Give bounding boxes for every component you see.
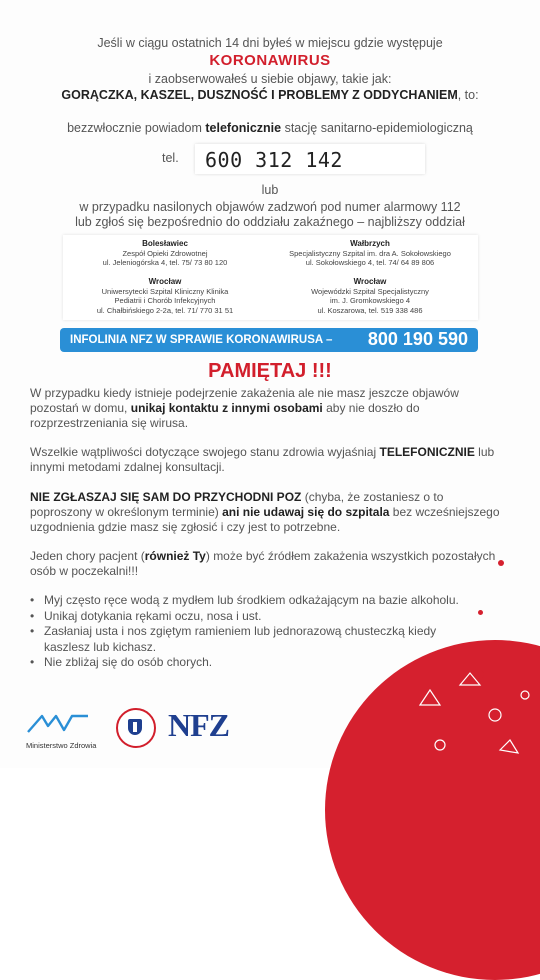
or-text: lub xyxy=(261,183,279,197)
p3-text: (chyba, że zostaniesz o to poproszony w określonym terminie) xyxy=(30,490,444,519)
phone-number: 600 312 142 xyxy=(205,148,343,172)
hospital-address: ul. Jeleniogórska 4, tel. 75/ 73 80 120 xyxy=(102,258,228,267)
list-item-text: Myj często ręce wodą z mydłem lub środkiem odkażającym na bazie alkoholu. xyxy=(44,593,459,607)
ministry-logo xyxy=(26,712,106,752)
remember-heading: PAMIĘTAJ !!! xyxy=(208,360,332,382)
hospital-name: Uniwersytecki Szpital Kliniczny Klinika xyxy=(101,286,229,296)
hotline-label: INFOLINIA NFZ W SPRAWIE KORONAWIRUSA – xyxy=(70,334,333,346)
hospital-address: ul. Koszarowa, tel. 519 338 486 xyxy=(317,305,423,315)
hospital-city: Wrocław xyxy=(353,277,387,286)
hospital-name: Zespół Opieki Zdrowotnej xyxy=(122,248,208,258)
p1-text: W przypadku kiedy istnieje podejrzenie zakażenia ale nie masz jeszcze objawów pozostań w domu, xyxy=(30,386,459,415)
p2-text: Wszelkie wątpliwości dotyczące swojego stanu zdrowia wyjaśniaj xyxy=(30,445,380,459)
p3-text-end: bez wcześniejszego uzgodnienia gdzie masz się zgłosić i czy jest to potrzebne. xyxy=(30,505,500,534)
notify-line xyxy=(0,121,540,135)
intro-line-1: Jeśli w ciągu ostatnich 14 dni byłeś w miejscu gdzie występuje xyxy=(97,36,443,50)
list-item xyxy=(30,593,500,609)
list-item xyxy=(30,624,500,655)
p1-text-end: aby nie doszło do rozprzestrzeniania się wirusa. xyxy=(30,401,420,430)
hospital-address: ul. Chałbińskiego 2-2a, tel. 71/ 770 31 51 xyxy=(96,305,234,315)
symptoms-suffix: , to: xyxy=(457,88,479,102)
p1-bold: unikaj kontaktu z innymi osobami xyxy=(130,401,323,415)
hospital-name-cont: Pediatrii i Chorób Infekcyjnych xyxy=(114,296,216,305)
hospital-entry xyxy=(65,239,265,268)
ministry-name: Ministerstwo Zdrowia xyxy=(26,741,97,750)
list-item-text: Zasłaniaj usta i nos zgiętym ramieniem lub jednorazową chusteczką kiedy kaszlesz lub kichasz. xyxy=(44,624,437,654)
hospital-entry xyxy=(270,239,470,268)
intro-line-2: i zaobserwowałeś u siebie objawy, takie jak: xyxy=(148,72,392,86)
phone-box xyxy=(195,144,425,174)
bullet-icon: • xyxy=(30,655,35,669)
p4-text: Jeden chory pacjent ( xyxy=(30,549,145,563)
p3-bold: NIE ZGŁASZAJ SIĘ SAM DO PRZYCHODNI POZ xyxy=(30,490,302,504)
hospital-name-cont: im. J. Gromkowskiego 4 xyxy=(329,296,411,305)
p4-bold: również Ty xyxy=(144,549,206,563)
paragraph-patient xyxy=(30,549,500,579)
hospital-city: Bolesławiec xyxy=(142,239,188,248)
hospital-city: Wałbrzych xyxy=(350,239,390,248)
hospital-name: Wojewódzki Szpital Specjalistyczny xyxy=(311,286,429,296)
p4-text-end: ) może być źródłem zakażenia wszystkich pozostałych osób w poczekalni!!! xyxy=(30,549,496,578)
list-item xyxy=(30,609,500,625)
emergency-line: w przypadku nasilonych objawów zadzwoń pod numer alarmowy 112 xyxy=(79,200,461,214)
paragraph-stay-home xyxy=(30,386,500,431)
p2-text-end: lub innymi metodami zdalnej konsultacji. xyxy=(30,445,495,474)
hospital-city: Wrocław xyxy=(148,277,182,286)
ward-line: lub zgłoś się bezpośrednio do oddziału zakaźnego – najbliższy oddział xyxy=(75,215,465,229)
sanepid-emblem-icon xyxy=(116,708,156,748)
hospital-entry xyxy=(270,277,470,315)
paragraph-clinic xyxy=(30,490,500,535)
p3-bold-2: ani nie udawaj się do szpitala xyxy=(222,505,390,519)
symptoms-line xyxy=(0,88,540,102)
decorative-outline-shapes xyxy=(400,665,540,768)
decorative-dot xyxy=(478,610,483,615)
notify-bold: telefonicznie xyxy=(205,121,282,135)
paragraph-phone xyxy=(30,445,500,475)
notify-pre: bezzwłocznie powiadom xyxy=(67,121,206,135)
decorative-dot xyxy=(498,560,504,566)
p2-bold: TELEFONICZNIE xyxy=(379,445,475,459)
bullet-icon: • xyxy=(30,608,35,623)
bullet-icon: • xyxy=(30,593,35,607)
list-item-text: Nie zbliżaj się do osób chorych. xyxy=(44,655,213,669)
hospital-name: Specjalistyczny Szpital im. dra A. Sokołowskiego xyxy=(289,248,451,258)
hospital-list xyxy=(63,235,478,320)
list-item-text: Unikaj dotykania rękami oczu, nosa i ust. xyxy=(44,608,262,623)
symptoms: GORĄCZKA, KASZEL, DUSZNOŚĆ I PROBLEMY Z ODDYCHANIEM xyxy=(61,88,458,102)
hospital-entry xyxy=(65,277,265,315)
hotline-number: 800 190 590 xyxy=(367,329,468,349)
nfz-logo: NFZ xyxy=(168,707,229,743)
bullet-icon: • xyxy=(30,624,35,638)
headline: KORONAWIRUS xyxy=(209,52,331,69)
ministry-mark-icon xyxy=(26,712,90,734)
hotline-banner xyxy=(60,328,478,352)
hospital-address: ul. Sokołowskiego 4, tel. 74/ 64 89 806 xyxy=(305,258,435,267)
notify-post: stację sanitarno-epidemiologiczną xyxy=(281,121,473,135)
phone-label: tel. xyxy=(162,151,179,165)
